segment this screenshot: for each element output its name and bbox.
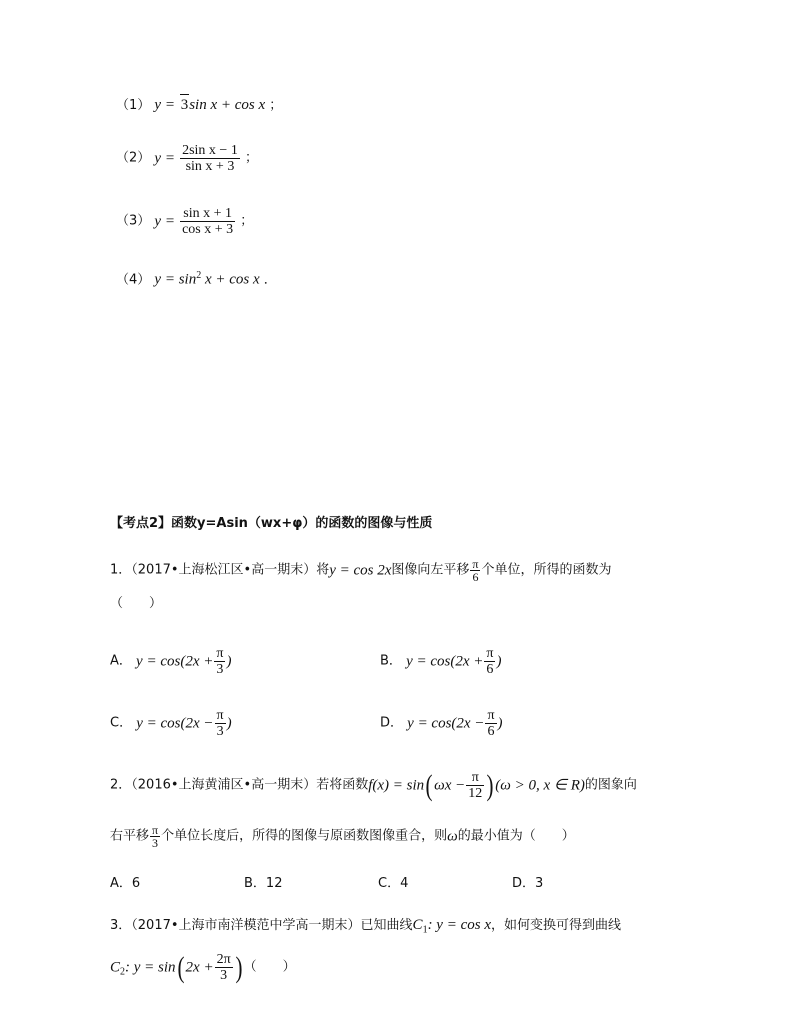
fraction	[484, 646, 495, 677]
curve-subscript: 1	[422, 924, 428, 936]
numerator: π	[466, 770, 484, 786]
expr: )	[497, 715, 503, 732]
left-paren: (	[177, 950, 185, 984]
expr: f(x) = sin	[368, 777, 425, 794]
item-3	[116, 206, 253, 237]
option-letter: B．	[244, 876, 266, 891]
question-text: 的最小值为（ ）	[457, 828, 575, 844]
q2-option-b[interactable]	[244, 874, 282, 894]
denominator: cos x + 3	[182, 222, 234, 237]
expr: )	[226, 653, 232, 670]
question-3-cont	[110, 952, 296, 983]
item-label: （2）	[116, 150, 151, 166]
option-letter: C．	[110, 715, 133, 731]
option-value: 4	[400, 876, 409, 891]
left-paren: (	[425, 768, 433, 802]
answer-paren: （ ）	[243, 959, 296, 975]
item-label: （3）	[116, 213, 151, 229]
fraction	[485, 708, 496, 739]
numerator: π	[216, 708, 224, 723]
item-1	[116, 94, 282, 116]
expr: y = cos(2x −	[136, 715, 214, 732]
denominator: 6	[487, 724, 495, 739]
denominator: 3	[216, 724, 224, 739]
item-label: （1）	[116, 98, 151, 113]
expr: 2x +	[185, 959, 214, 976]
numerator: π	[487, 708, 495, 723]
expr: y = cos 2x	[329, 562, 392, 579]
section-title: 【考点2】函数y=Asin（wx+φ）的函数的图像与性质	[110, 516, 433, 531]
denominator: 6	[472, 570, 479, 584]
q1-option-a[interactable]	[110, 646, 231, 677]
expr: ω	[447, 828, 458, 845]
expr: y = cos(2x −	[407, 715, 485, 732]
punct: ；	[244, 150, 258, 166]
option-value: 6	[131, 876, 141, 891]
fraction	[150, 824, 160, 849]
expr: )	[226, 715, 232, 732]
q1-option-b[interactable]	[380, 646, 501, 677]
question-text: ，如何变换可得到曲线	[491, 918, 622, 933]
denominator: sin x + 3	[185, 159, 235, 174]
punct: ．	[263, 272, 277, 288]
question-number: 1．	[110, 562, 132, 578]
denominator: 3	[216, 662, 224, 677]
question-source: （2017•上海市南洋模范中学高一期末）已知曲线	[131, 918, 413, 933]
denominator: 12	[468, 786, 483, 801]
question-number: 2．	[110, 777, 132, 793]
expr: y = cos(2x +	[406, 653, 484, 670]
q2-option-c[interactable]	[378, 874, 408, 894]
item-label: （4）	[116, 272, 151, 288]
question-text: 右平移	[110, 828, 150, 844]
expr: : y = cos x	[427, 917, 491, 933]
denominator: 6	[486, 662, 494, 677]
punct: ；	[269, 98, 283, 113]
question-text: 图像向左平移	[391, 562, 470, 578]
fraction	[215, 708, 226, 739]
option-letter: C．	[378, 876, 401, 891]
question-1	[110, 558, 611, 583]
expr: )	[496, 653, 502, 670]
expr: ωx −	[434, 777, 466, 794]
fraction	[215, 952, 233, 983]
numerator: π	[472, 557, 479, 571]
option-letter: D．	[380, 715, 404, 731]
q2-option-a[interactable]	[110, 874, 140, 894]
fraction	[180, 206, 235, 237]
option-letter: A．	[110, 876, 132, 891]
question-text: 个单位，所得的函数为	[481, 562, 612, 578]
expr: : y = sin	[125, 959, 176, 976]
expr: y =	[154, 213, 175, 230]
sqrt-arg: 3	[180, 94, 190, 115]
expr: y =	[154, 97, 179, 113]
expr: (ω > 0, x ∈ R)	[495, 777, 585, 794]
question-source: （2016•上海黄浦区•高一期末）若将函数	[131, 777, 369, 793]
right-paren: )	[486, 768, 494, 802]
item-4	[116, 266, 277, 290]
numerator: π	[152, 823, 159, 837]
q2-option-d[interactable]	[512, 874, 543, 894]
question-2	[110, 770, 637, 801]
expr: y =	[154, 150, 175, 167]
option-letter: D．	[512, 876, 536, 891]
curve-name: C	[110, 959, 121, 976]
numerator: 2sin x − 1	[182, 143, 238, 158]
question-text: 的图象向	[584, 777, 637, 793]
curve-subscript: 2	[120, 966, 126, 978]
punct: ；	[240, 213, 254, 229]
numerator: π	[486, 646, 494, 661]
fraction	[214, 646, 225, 677]
fraction	[180, 143, 240, 174]
item-2	[116, 143, 258, 174]
expr: y = cos(2x +	[136, 653, 214, 670]
option-letter: B．	[380, 653, 402, 669]
expr: x + cos x	[201, 271, 260, 288]
question-text: 个单位长度后，所得的图像与原函数图像重合，则	[161, 828, 448, 844]
q1-option-d[interactable]	[380, 708, 503, 739]
q1-option-c[interactable]	[110, 708, 232, 739]
question-2-cont	[110, 824, 575, 849]
exponent: 2	[196, 270, 202, 281]
question-1-answer-paren: （ ）	[110, 596, 163, 611]
fraction	[470, 558, 480, 583]
denominator: 3	[220, 968, 228, 983]
option-letter: A．	[110, 653, 132, 669]
option-value: 3	[535, 876, 544, 891]
option-value: 12	[265, 876, 283, 891]
expr: y = sin	[154, 271, 197, 288]
question-source: （2017•上海松江区•高一期末）将	[131, 562, 330, 578]
curve-name: C	[412, 917, 423, 933]
numerator: π	[216, 646, 224, 661]
expr: sin x + cos x	[189, 97, 266, 113]
denominator: 3	[152, 836, 159, 850]
question-number: 3．	[110, 918, 132, 933]
fraction	[466, 770, 484, 801]
question-3	[110, 915, 621, 941]
numerator: sin x + 1	[180, 206, 235, 222]
numerator: 2π	[216, 952, 231, 967]
right-paren: )	[235, 950, 243, 984]
